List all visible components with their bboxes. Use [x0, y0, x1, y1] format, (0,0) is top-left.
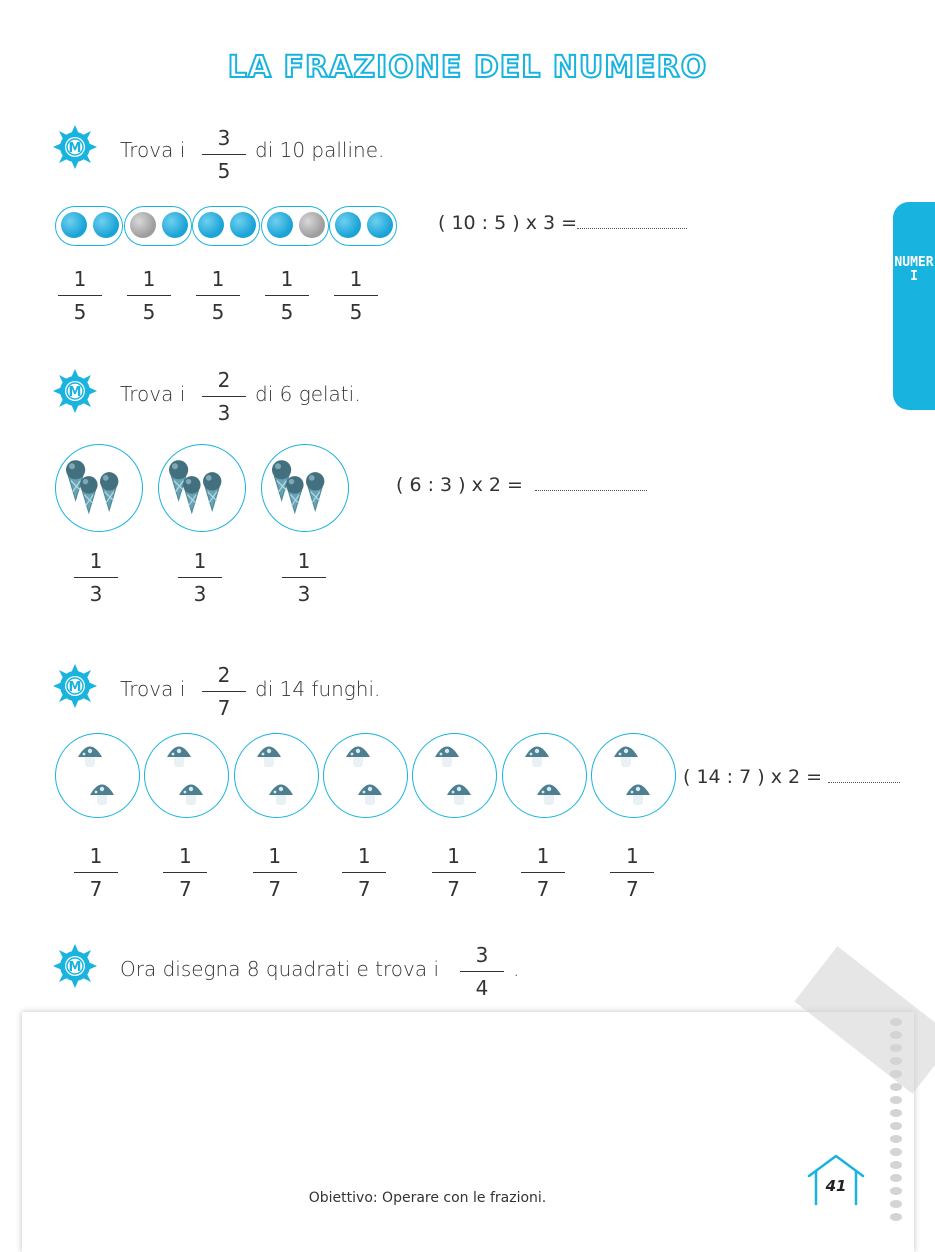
unit-fraction: [196, 266, 240, 325]
exercise-2-prompt-end: di 6 gelati.: [255, 382, 361, 406]
badge-letter: M: [68, 680, 82, 695]
fraction-bar: [334, 295, 378, 296]
badge-letter: M: [68, 141, 82, 156]
exercise-2-prompt-start: Trova i: [120, 382, 186, 406]
fraction-numerator: 3: [217, 126, 231, 150]
fraction-denominator: 5: [349, 300, 363, 324]
mushroom-icon: [592, 734, 675, 817]
mushroom-group: [591, 733, 676, 818]
fraction-denominator: 5: [280, 300, 294, 324]
answer-blank[interactable]: [535, 489, 647, 491]
mushroom-icon: [503, 734, 586, 817]
fraction-bar: [253, 872, 297, 873]
fraction-bar: [282, 577, 326, 578]
fraction-denominator: 3: [217, 401, 231, 425]
fraction-numerator: 1: [211, 267, 225, 291]
drawing-area[interactable]: [22, 1012, 914, 1252]
mushroom-icon: [145, 734, 228, 817]
answer-blank[interactable]: [577, 227, 687, 229]
equation-text: ( 10 : 5 ) x 3 =: [438, 212, 578, 234]
exercise-1-prompt-end: di 10 palline.: [255, 138, 385, 162]
unit-fraction: [163, 843, 207, 902]
ball: [335, 212, 361, 238]
exercise-1-prompt-start: Trova i: [120, 138, 186, 162]
unit-fraction: [432, 843, 476, 902]
ice-cream-group: [261, 444, 349, 532]
exercise-1-equation: [438, 212, 687, 234]
fraction-denominator: 7: [268, 877, 282, 901]
mushroom-icon: [235, 734, 318, 817]
exercise-2-equation: [396, 474, 647, 496]
mushroom-group: [144, 733, 229, 818]
equation-text: ( 6 : 3 ) x 2 =: [396, 474, 523, 496]
fraction-numerator: 3: [475, 943, 489, 967]
fraction-bar: [127, 295, 171, 296]
fraction-bar: [265, 295, 309, 296]
fraction-denominator: 7: [447, 877, 460, 901]
fraction-bar: [196, 295, 240, 296]
fraction-denominator: 7: [357, 877, 371, 901]
exercise-3-prompt-end: di 14 funghi.: [255, 677, 381, 701]
fraction-numerator: 1: [349, 267, 363, 291]
fraction-bar: [432, 872, 476, 873]
fraction-bar: [163, 872, 207, 873]
fraction-denominator: 7: [89, 877, 103, 901]
fraction-numerator: 2: [217, 663, 231, 687]
unit-fraction: [253, 843, 297, 902]
ball: [230, 212, 256, 238]
exercise-4-prompt-start: Ora disegna 8 quadrati e trova i: [120, 957, 440, 981]
ball-group: [192, 206, 260, 246]
page-title: LA FRAZIONE DEL NUMERO: [227, 50, 708, 85]
ice-cream-icon: [159, 445, 245, 531]
ball-group: [261, 206, 329, 246]
ball-group: [124, 206, 192, 246]
ice-cream-icon: [56, 445, 142, 531]
method-badge-icon: [52, 368, 98, 414]
fraction-bar: [610, 872, 654, 873]
unit-fraction: [282, 548, 326, 607]
ball: [130, 212, 156, 238]
fraction-bar: [58, 295, 102, 296]
mushroom-group: [412, 733, 497, 818]
exercise-3-fraction: [202, 662, 246, 721]
fraction-denominator: 4: [475, 976, 489, 1000]
exercise-1-fraction: [202, 125, 246, 184]
fraction-denominator: 5: [211, 300, 225, 324]
exercise-3-equation: [683, 766, 900, 788]
mushroom-group: [323, 733, 408, 818]
mushroom-group: [502, 733, 587, 818]
unit-fraction: [521, 843, 565, 902]
fraction-denominator: 3: [297, 582, 311, 606]
fraction-denominator: 5: [217, 159, 231, 183]
unit-fraction: [265, 266, 309, 325]
method-badge-icon: [52, 124, 98, 170]
mushroom-icon: [413, 734, 496, 817]
fraction-denominator: 3: [193, 582, 207, 606]
section-tab: [893, 202, 935, 410]
ball: [162, 212, 188, 238]
ice-cream-group: [55, 444, 143, 532]
fraction-denominator: 7: [217, 696, 231, 720]
fraction-numerator: 1: [626, 844, 639, 868]
exercise-4-fraction: [460, 942, 504, 1001]
section-tab-label: NUMERI: [894, 255, 934, 284]
badge-letter: M: [68, 960, 82, 975]
mushroom-group: [55, 733, 140, 818]
ball: [198, 212, 224, 238]
ball-group: [329, 206, 397, 246]
unit-fraction: [74, 843, 118, 902]
fraction-numerator: 1: [536, 844, 550, 868]
method-badge-icon: [52, 663, 98, 709]
ball: [367, 212, 393, 238]
badge-letter: M: [68, 385, 82, 400]
mushroom-icon: [56, 734, 139, 817]
fraction-numerator: 1: [89, 549, 103, 573]
fraction-numerator: 1: [89, 844, 103, 868]
fraction-numerator: 1: [268, 844, 282, 868]
unit-fraction: [58, 266, 102, 325]
ball: [61, 212, 87, 238]
notebook-rings: [890, 1018, 904, 1233]
fraction-numerator: 1: [447, 844, 460, 868]
ice-cream-group: [158, 444, 246, 532]
fraction-bar: [521, 872, 565, 873]
fraction-bar: [342, 872, 386, 873]
unit-fraction: [334, 266, 378, 325]
fraction-bar: [74, 872, 118, 873]
unit-fraction: [178, 548, 222, 607]
page-number: 41: [825, 1177, 847, 1195]
fraction-bar: [74, 577, 118, 578]
mushroom-group: [234, 733, 319, 818]
unit-fraction: [74, 548, 118, 607]
exercise-4-prompt-end: .: [513, 957, 520, 981]
fraction-denominator: 7: [626, 877, 639, 901]
mushroom-icon: [324, 734, 407, 817]
fraction-denominator: 5: [142, 300, 156, 324]
fraction-numerator: 1: [297, 549, 311, 573]
unit-fraction: [610, 843, 654, 902]
unit-fraction: [127, 266, 171, 325]
exercise-2-fraction: [202, 367, 246, 426]
fraction-bar: [178, 577, 222, 578]
fraction-denominator: 5: [73, 300, 87, 324]
fraction-numerator: 2: [217, 368, 231, 392]
equation-text: ( 14 : 7 ) x 2 =: [683, 766, 823, 788]
ball-group: [55, 206, 123, 246]
fraction-numerator: 1: [73, 267, 87, 291]
exercise-3-prompt-start: Trova i: [120, 677, 186, 701]
fraction-numerator: 1: [179, 844, 192, 868]
fraction-denominator: 3: [89, 582, 103, 606]
method-badge-icon: [52, 943, 98, 989]
ball: [299, 212, 325, 238]
ball: [93, 212, 119, 238]
fraction-numerator: 1: [357, 844, 371, 868]
objective-text: Obiettivo: Operare con le frazioni.: [308, 1190, 547, 1206]
fraction-denominator: 7: [536, 877, 550, 901]
ball: [267, 212, 293, 238]
fraction-numerator: 1: [280, 267, 294, 291]
fraction-numerator: 1: [142, 267, 156, 291]
unit-fraction: [342, 843, 386, 902]
ice-cream-icon: [262, 445, 348, 531]
fraction-numerator: 1: [193, 549, 207, 573]
answer-blank[interactable]: [828, 781, 900, 783]
fraction-denominator: 7: [179, 877, 192, 901]
